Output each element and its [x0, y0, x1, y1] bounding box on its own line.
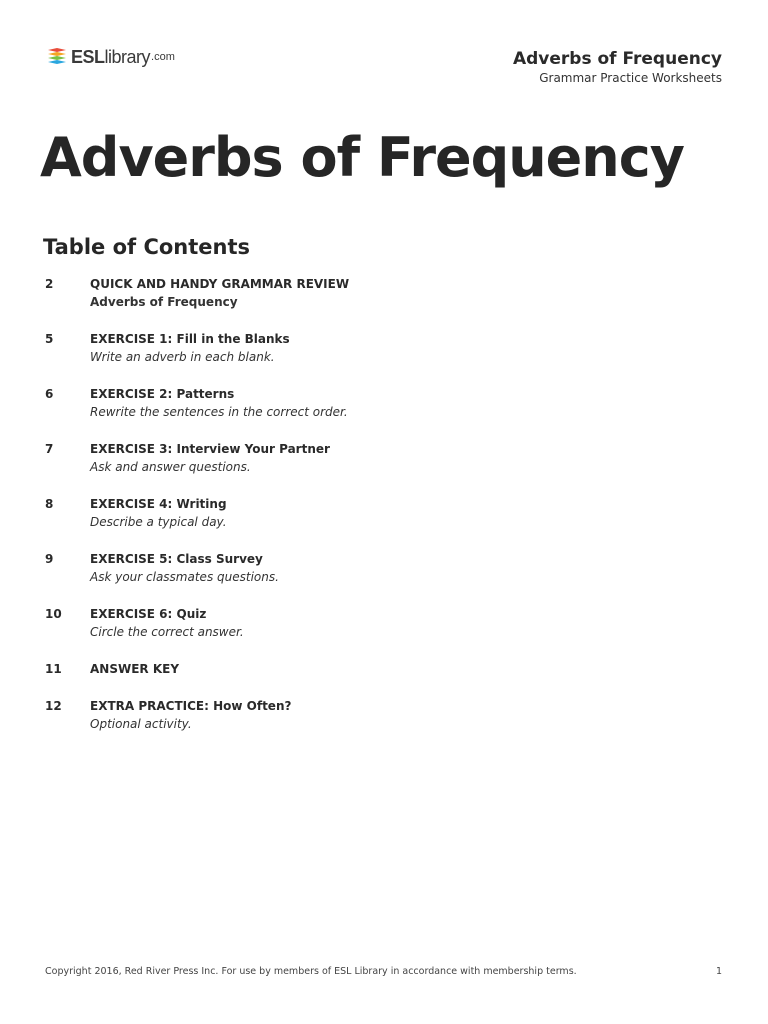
toc-entry-description: Ask and answer questions. [90, 460, 251, 474]
header-subtitle: Grammar Practice Worksheets [539, 71, 722, 85]
logo-brand-suffix: .com [151, 51, 175, 63]
footer-copyright: Copyright 2016, Red River Press Inc. For use by members of ESL Library in accordance with membership terms. [45, 966, 577, 977]
toc-entry-title: EXERCISE 2: Patterns [90, 387, 235, 401]
logo-brand-rest: library [104, 46, 151, 67]
footer-page-number: 1 [715, 966, 722, 977]
toc-entry-description: Write an adverb in each blank. [90, 350, 275, 364]
toc-entry-description: Adverbs of Frequency [90, 295, 238, 309]
toc-entry-title: EXERCISE 6: Quiz [90, 607, 207, 621]
toc-page-number: 11 [45, 662, 62, 676]
toc-entry-description: Ask your classmates questions. [90, 570, 279, 584]
page-title: Adverbs of Frequency [40, 126, 684, 189]
toc-entry-description: Optional activity. [90, 717, 192, 731]
toc-page-number: 9 [45, 552, 54, 566]
toc-page-number: 10 [45, 607, 62, 621]
logo-brand-bold: ESL [71, 46, 105, 67]
toc-entry-title: EXERCISE 3: Interview Your Partner [90, 442, 330, 456]
toc-entry-title: EXERCISE 5: Class Survey [90, 552, 263, 566]
toc-entry-title: EXERCISE 4: Writing [90, 497, 227, 511]
toc-heading: Table of Contents [43, 235, 251, 259]
toc-entry-title: ANSWER KEY [90, 662, 180, 676]
toc-entry-description: Describe a typical day. [90, 515, 227, 529]
toc-page-number: 12 [45, 699, 62, 713]
toc-entry-title: QUICK AND HANDY GRAMMAR REVIEW [90, 277, 350, 291]
header-title: Adverbs of Frequency [512, 49, 722, 69]
toc-page-number: 8 [45, 497, 54, 511]
toc-page-number: 7 [45, 442, 54, 456]
toc-entry-title: EXERCISE 1: Fill in the Blanks [90, 332, 290, 346]
toc-page-number: 2 [45, 277, 54, 291]
toc-page-number: 6 [45, 387, 54, 401]
toc-page-number: 5 [45, 332, 54, 346]
toc-entry-description: Rewrite the sentences in the correct order. [90, 405, 348, 419]
toc-entry-title: EXTRA PRACTICE: How Often? [90, 699, 292, 713]
toc-entry-description: Circle the correct answer. [90, 625, 244, 639]
